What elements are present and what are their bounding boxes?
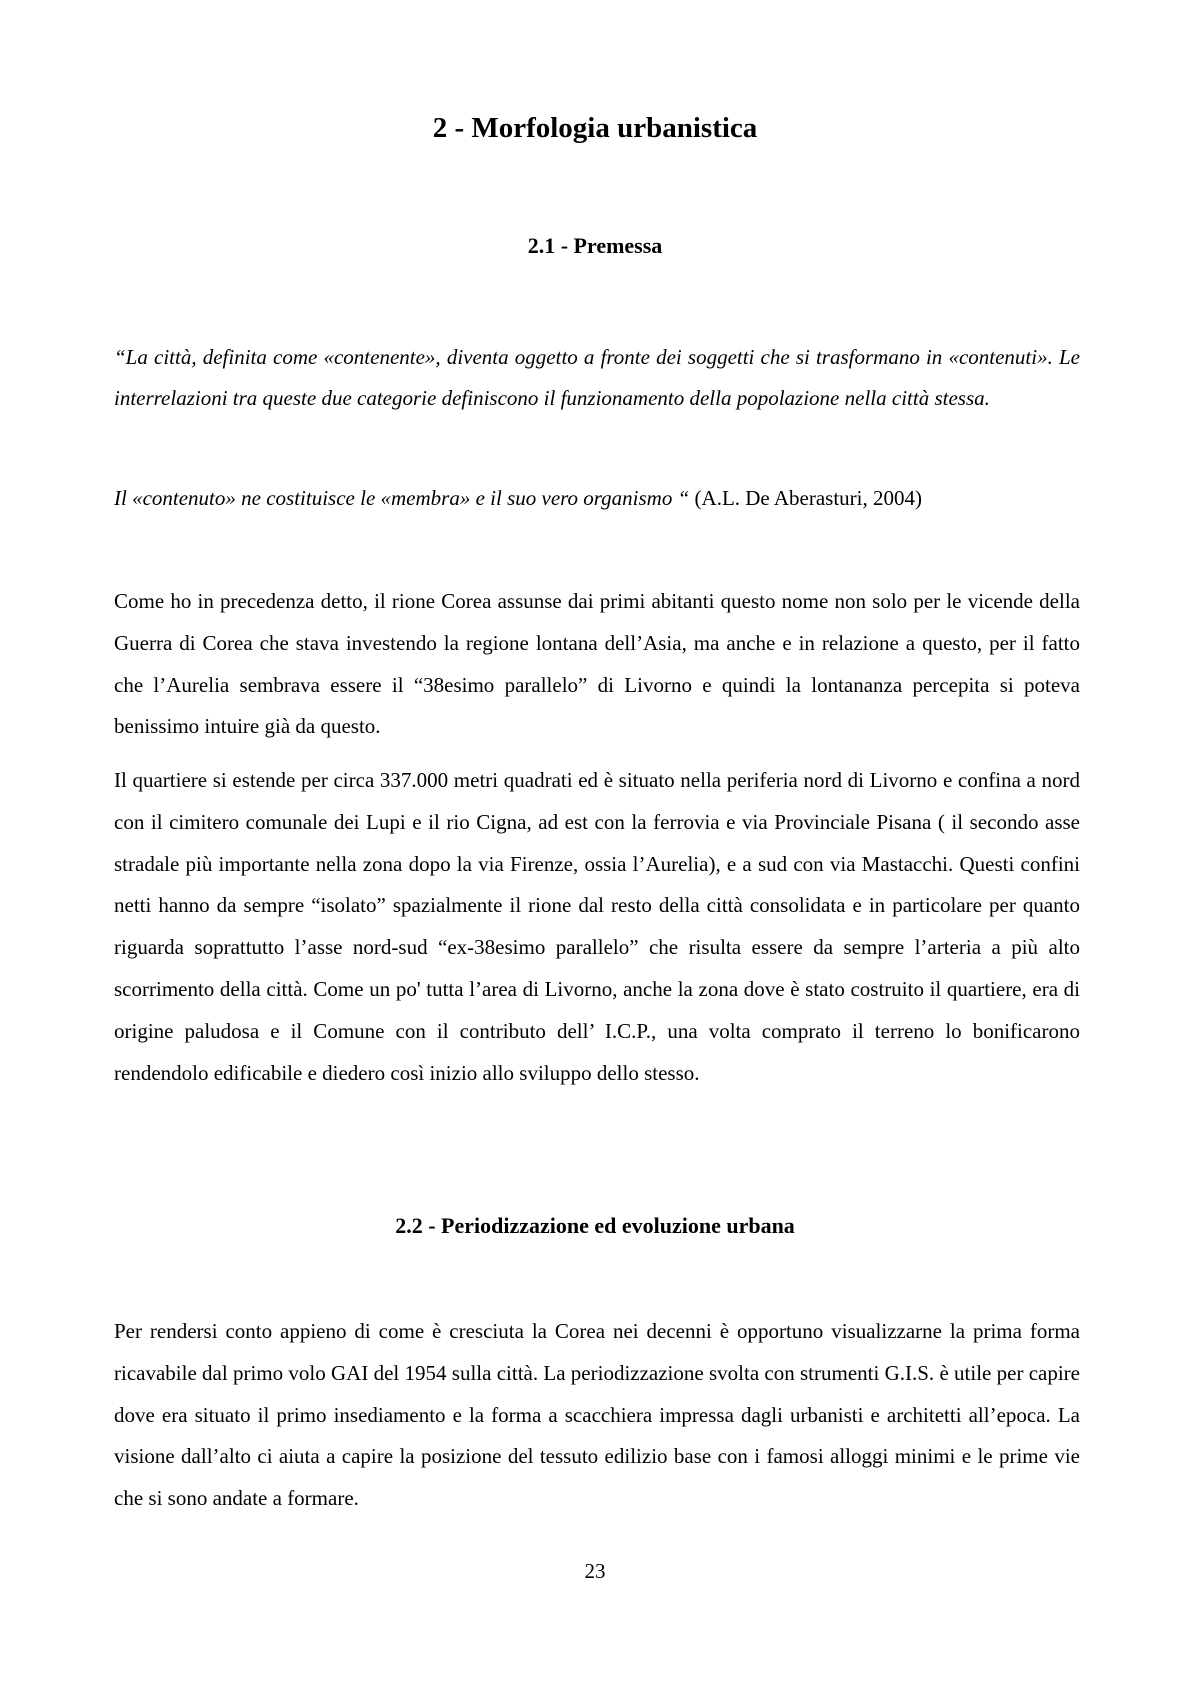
section-title-premessa: 2.1 - Premessa	[527, 233, 663, 258]
section-title-periodizzazione: 2.2 - Periodizzazione ed evoluzione urbana	[395, 1213, 795, 1238]
body-paragraph-periodizzazione: Per rendersi conto appieno di come è cresciuta la Corea nei decenni è opportuno visualizzarne la prima forma ricavabile dal primo volo GAI del 1954 sulla città. La periodizzazione svolta con strumenti G.I.S. è utile per capire dove era situato il primo insediamento e la forma a scacchiera impressa dagli urbanisti e architetti all’epoca. La visione dall’alto ci aiuta a capire la posizione del tessuto edilizio base con i famosi alloggi minimi e le prime vie che si sono andate a formare.	[114, 1319, 1080, 1511]
epigraph-quote-closing	[114, 478, 1080, 519]
page-number: 23	[584, 1559, 606, 1583]
chapter-title: 2 - Morfologia urbanistica	[432, 112, 758, 144]
epigraph-quote-paragraph: “La città, definita come «contenente», diventa oggetto a fronte dei soggetti che si trasformano in «contenuti». Le interrelazioni tra queste due categorie definiscono il funzionamento della popolazione nella città stessa.	[114, 345, 1080, 410]
body-paragraph-corea-name: Come ho in precedenza detto, il rione Corea assunse dai primi abitanti questo nome non solo per le vicende della Guerra di Corea che stava investendo la regione lontana dell’Asia, ma anche e in relazione a questo, per il fatto che l’Aurelia sembrava essere il “38esimo parallelo” di Livorno e quindi la lontananza percepita si poteva benissimo intuire già da questo.	[114, 589, 1080, 739]
epigraph-citation: (A.L. De Aberasturi, 2004)	[689, 486, 922, 510]
body-paragraph-quartiere-confini: Il quartiere si estende per circa 337.000 metri quadrati ed è situato nella periferia nord di Livorno e confina a nord con il cimitero comunale dei Lupi e il rio Cigna, ad est con la ferrovia e via Provinciale Pisana ( il secondo asse stradale più importante nella zona dopo la via Firenze, ossia l’Aurelia), e a sud con via Mastacchi. Questi confini netti hanno da sempre “isolato” spazialmente il rione dal resto della città consolidata e in particolare per quanto riguarda soprattutto l’asse nord-sud “ex-38esimo parallelo” che risulta essere da sempre l’arteria a più alto scorrimento della città. Come un po' tutta l’area di Livorno, anche la zona dove è stato costruito il quartiere, era di origine paludosa e il Comune con il contributo dell’ I.C.P., una volta comprato il terreno lo bonificarono rendendolo edificabile e diedero così inizio allo sviluppo dello stesso.	[114, 768, 1080, 1085]
epigraph-quote-text: Il «contenuto» ne costituisce le «membra» e il suo vero organismo “	[114, 486, 690, 510]
